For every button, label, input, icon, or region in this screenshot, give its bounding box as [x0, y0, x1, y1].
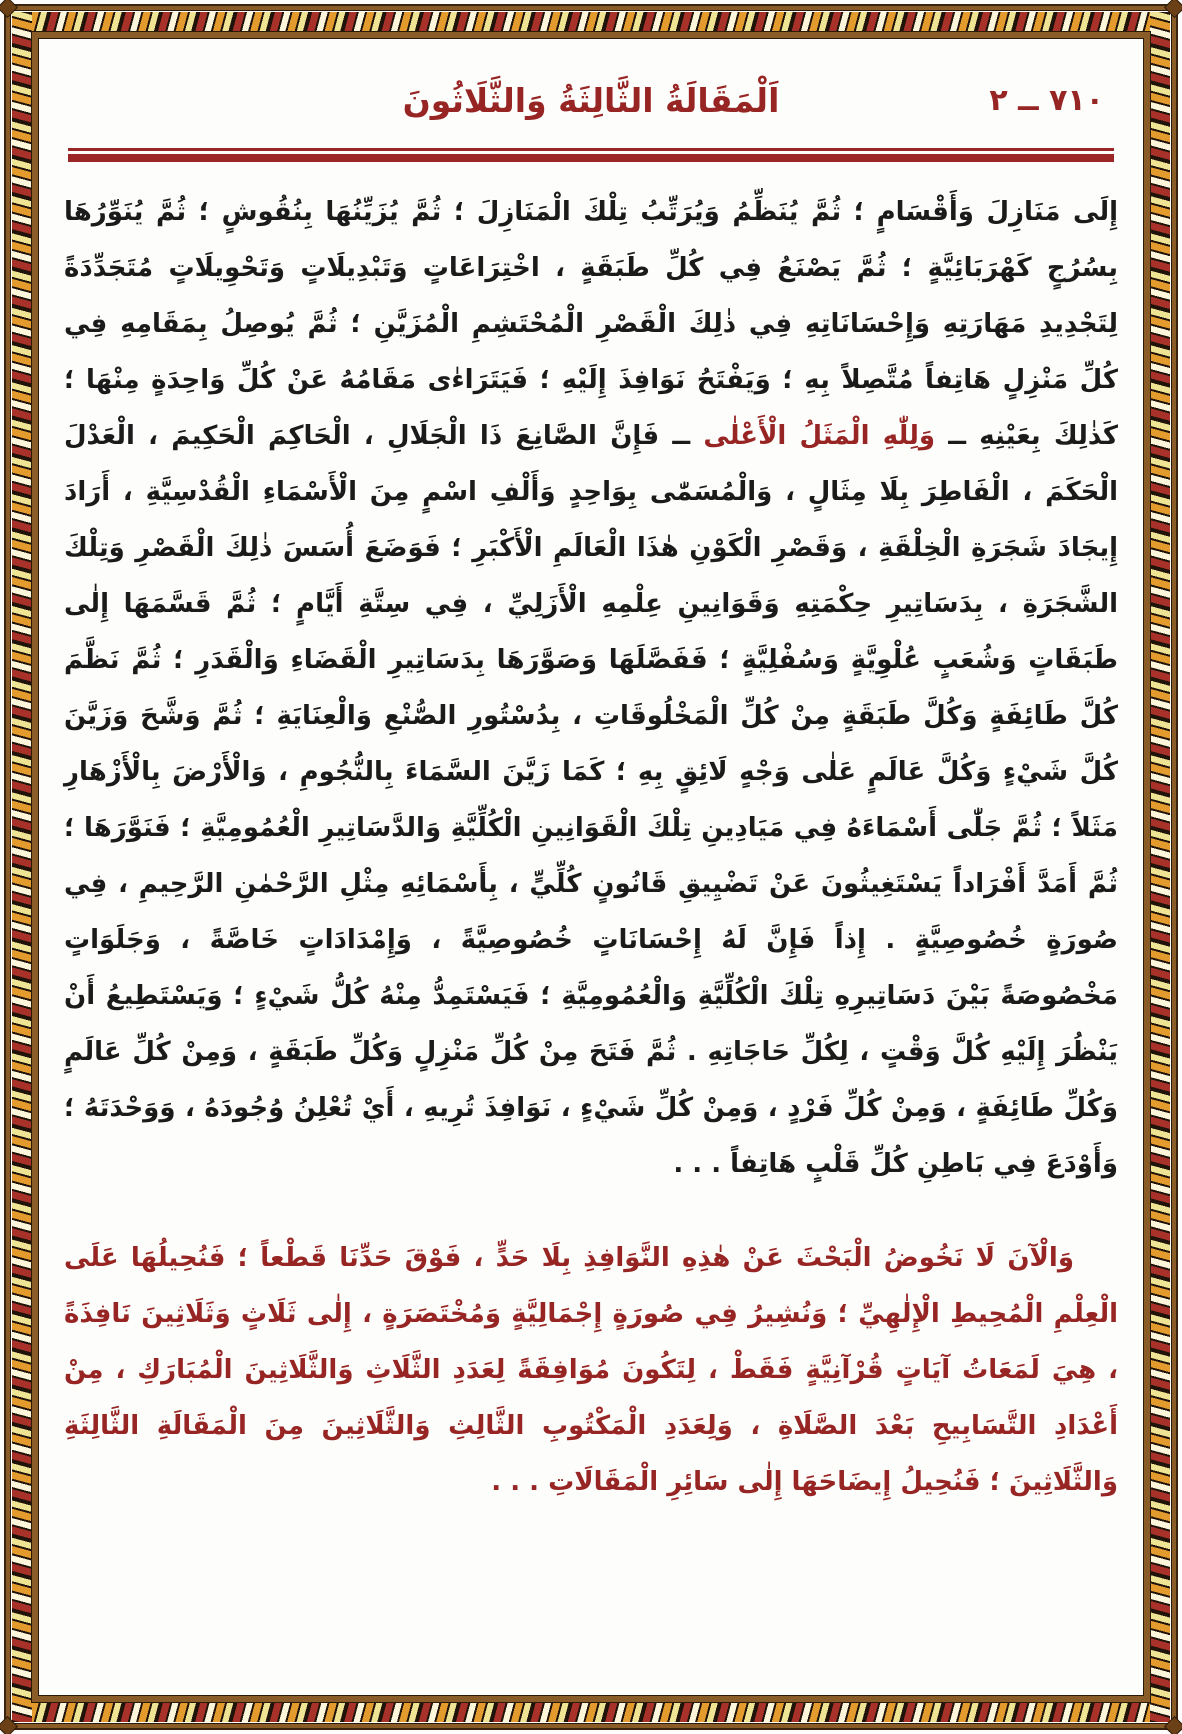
paragraph-closing-red: وَالْآنَ لَا نَخُوضُ الْبَحْثَ عَنْ هٰذِهِ النَّوَافِذِ بِلَا حَدٍّ ، فَوْقَ حَدِّنَا قَطْعاً ؛ فَنُحِيلُهَا عَلَى الْعِلْمِ الْمُحِيطِ الْإِلٰهِيِّ ؛ وَنُشِيرُ فِي صُورَةٍ إِجْمَالِيَّةٍ وَمُخْتَصَرَةٍ ، إِلٰى ثَلَاثٍ وَثَلَاثِينَ نَافِذَةً ، هِيَ لَمَعَاتُ آيَاتٍ قُرْآنِيَّةٍ فَقَطْ ، لِتَكُونَ مُوَافِقَةً لِعَدَدِ الثَّلَاثِ وَالثَّلَاثِينَ الْمُبَارَكِ ، مِنْ أَعْدَادِ التَّسَابِيحِ بَعْدَ الصَّلَاةِ ، وَلِعَدَدِ الْمَكْتُوبِ الثَّالِثِ وَالثَّلَاثِينَ مِنَ الْمَقَالَةِ الثَّالِثَةِ وَالثَّلَاثِينَ ؛ فَنُحِيلُ إِيضَاحَهَا إِلٰى سَائِرِ الْمَقَالَاتِ . . .: [64, 1243, 1118, 1497]
paragraph-main-part1: إِلَى مَنَازِلَ وَأَقْسَامٍ ؛ ثُمَّ يُنَظِّمُ وَيُرَتِّبُ تِلْكَ الْمَنَازِلَ ؛ ثُمَّ يُزَيِّنُهَا بِنُقُوشٍ ؛ ثُمَّ يُنَوِّرُهَا بِسُرُجٍ كَهْرَبَائِيَّةٍ ؛ ثُمَّ يَصْنَعُ فِي كُلِّ طَبَقَةٍ ، اخْتِرَاعَاتٍ وَتَبْدِيلَاتٍ وَتَحْوِيلَاتٍ مُتَجَدِّدَةً لِتَجْدِيدِ مَهَارَتِهِ وَإِحْسَانَاتِهِ فِي ذٰلِكَ الْقَصْرِ الْمُحْتَشِمِ الْمُزَيَّنِ ؛ ثُمَّ يُوصِلُ بِمَقَامِهِ فِي كُلِّ مَنْزِلٍ هَاتِفاً مُتَّصِلاً بِهِ ؛ وَيَفْتَحُ نَوَافِذَ إِلَيْهِ ؛ فَيَتَرَاءٰى مَقَامُهُ عَنْ كُلِّ وَاحِدَةٍ مِنْهَا ؛ كَذٰلِكَ بِعَيْنِهِ ــ: [64, 197, 1118, 451]
paragraph-main-red-phrase: وَلِلّٰهِ الْمَثَلُ الْأَعْلٰى: [703, 421, 936, 451]
border-chain-left: [12, 12, 32, 1722]
divider-thin-rule: [68, 148, 1114, 151]
border-chain-top: [12, 12, 1170, 32]
paragraph-main-part2: ــ فَإِنَّ الصَّانِعَ ذَا الْجَلَالِ ، الْحَاكِمَ الْحَكِيمَ ، الْعَدْلَ الْحَكَمَ ، الْفَاطِرَ بِلَا مِثَالٍ ، وَالْمُسَمّٰى بِوَاحِدٍ وَأَلْفِ اسْمٍ مِنَ الْأَسْمَاءِ الْقُدْسِيَّةِ ، أَرَادَ إِيجَادَ شَجَرَةِ الْخِلْقَةِ ، وَقَصْرِ الْكَوْنِ هٰذَا الْعَالَمِ الْأَكْبَرِ ؛ فَوَضَعَ أُسَسَ ذٰلِكَ الْقَصْرِ وَتِلْكَ الشَّجَرَةِ ، بِدَسَاتِيرِ حِكْمَتِهِ وَقَوَانِينِ عِلْمِهِ الْأَزَلِيِّ ، فِي سِتَّةِ أَيَّامٍ ؛ ثُمَّ قَسَّمَهَا إِلٰى طَبَقَاتٍ وَشُعَبٍ عُلْوِيَّةٍ وَسُفْلِيَّةٍ ؛ فَفَصَّلَهَا وَصَوَّرَهَا بِدَسَاتِيرِ الْقَضَاءِ وَالْقَدَرِ ؛ ثُمَّ نَظَّمَ كُلَّ طَائِفَةٍ وَكُلَّ طَبَقَةٍ مِنْ كُلِّ الْمَخْلُوقَاتِ ، بِدُسْتُورِ الصُّنْعِ وَالْعِنَايَةِ ؛ ثُمَّ وَشَّحَ وَزَيَّنَ كُلَّ شَيْءٍ وَكُلَّ عَالَمٍ عَلٰى وَجْهٍ لَائِقٍ بِهِ ؛ كَمَا زَيَّنَ السَّمَاءَ بِالنُّجُومِ ، وَالْأَرْضَ بِالْأَزْهَارِ مَثَلاً ؛ ثُمَّ جَلّٰى أَسْمَاءَهُ فِي مَيَادِينِ تِلْكَ الْقَوَانِينِ الْكُلِّيَّةِ وَالدَّسَاتِيرِ الْعُمُومِيَّةِ ؛ فَنَوَّرَهَا ؛ ثُمَّ أَمَدَّ أَفْرَاداً يَسْتَغِيثُونَ عَنْ تَضْيِيقِ قَانُونٍ كُلِّيٍّ ، بِأَسْمَائِهِ مِثْلِ الرَّحْمٰنِ الرَّحِيمِ ، فِي صُورَةٍ خُصُوصِيَّةٍ . إِذاً فَإِنَّ لَهُ إِحْسَانَاتٍ خُصُوصِيَّةً ، وَإِمْدَادَاتٍ خَاصَّةً ، وَجَلَوَاتٍ مَخْصُوصَةً بَيْنَ دَسَاتِيرِهِ تِلْكَ الْكُلِّيَّةِ وَالْعُمُومِيَّةِ ؛ فَيَسْتَمِدُّ مِنْهُ كُلُّ شَيْءٍ ؛ وَيَسْتَطِيعُ أَنْ يَنْظُرَ إِلَيْهِ كُلَّ وَقْتٍ ، لِكُلِّ حَاجَاتِهِ . ثُمَّ فَتَحَ مِنْ كُلِّ مَنْزِلٍ وَكُلِّ طَبَقَةٍ ، وَمِنْ كُلِّ عَالَمٍ وَكُلِّ طَائِفَةٍ ، وَمِنْ كُلِّ فَرْدٍ ، وَمِنْ كُلِّ شَيْءٍ ، نَوَافِذَ تُرِيهِ ، أَيْ تُعْلِنُ وُجُودَهُ ، وَوَحْدَتَهُ ؛ وَأَوْدَعَ فِي بَاطِنِ كُلِّ قَلْبٍ هَاتِفاً . . .: [64, 421, 1118, 1179]
title-divider: [68, 148, 1114, 162]
border-chain-right: [1150, 12, 1170, 1722]
page-title: اَلْمَقَالَةُ الثَّالِثَةُ وَالثَّلَاثُونَ: [402, 81, 780, 120]
body-text: [64, 184, 1118, 1510]
page-number: ٧١٠ ــ ٢: [989, 83, 1104, 118]
paragraph-main: [64, 184, 1118, 1192]
border-chain-bottom: [12, 1702, 1170, 1722]
divider-thick-rule: [68, 154, 1114, 162]
page-header: [64, 66, 1118, 138]
page-content: [40, 40, 1142, 1694]
